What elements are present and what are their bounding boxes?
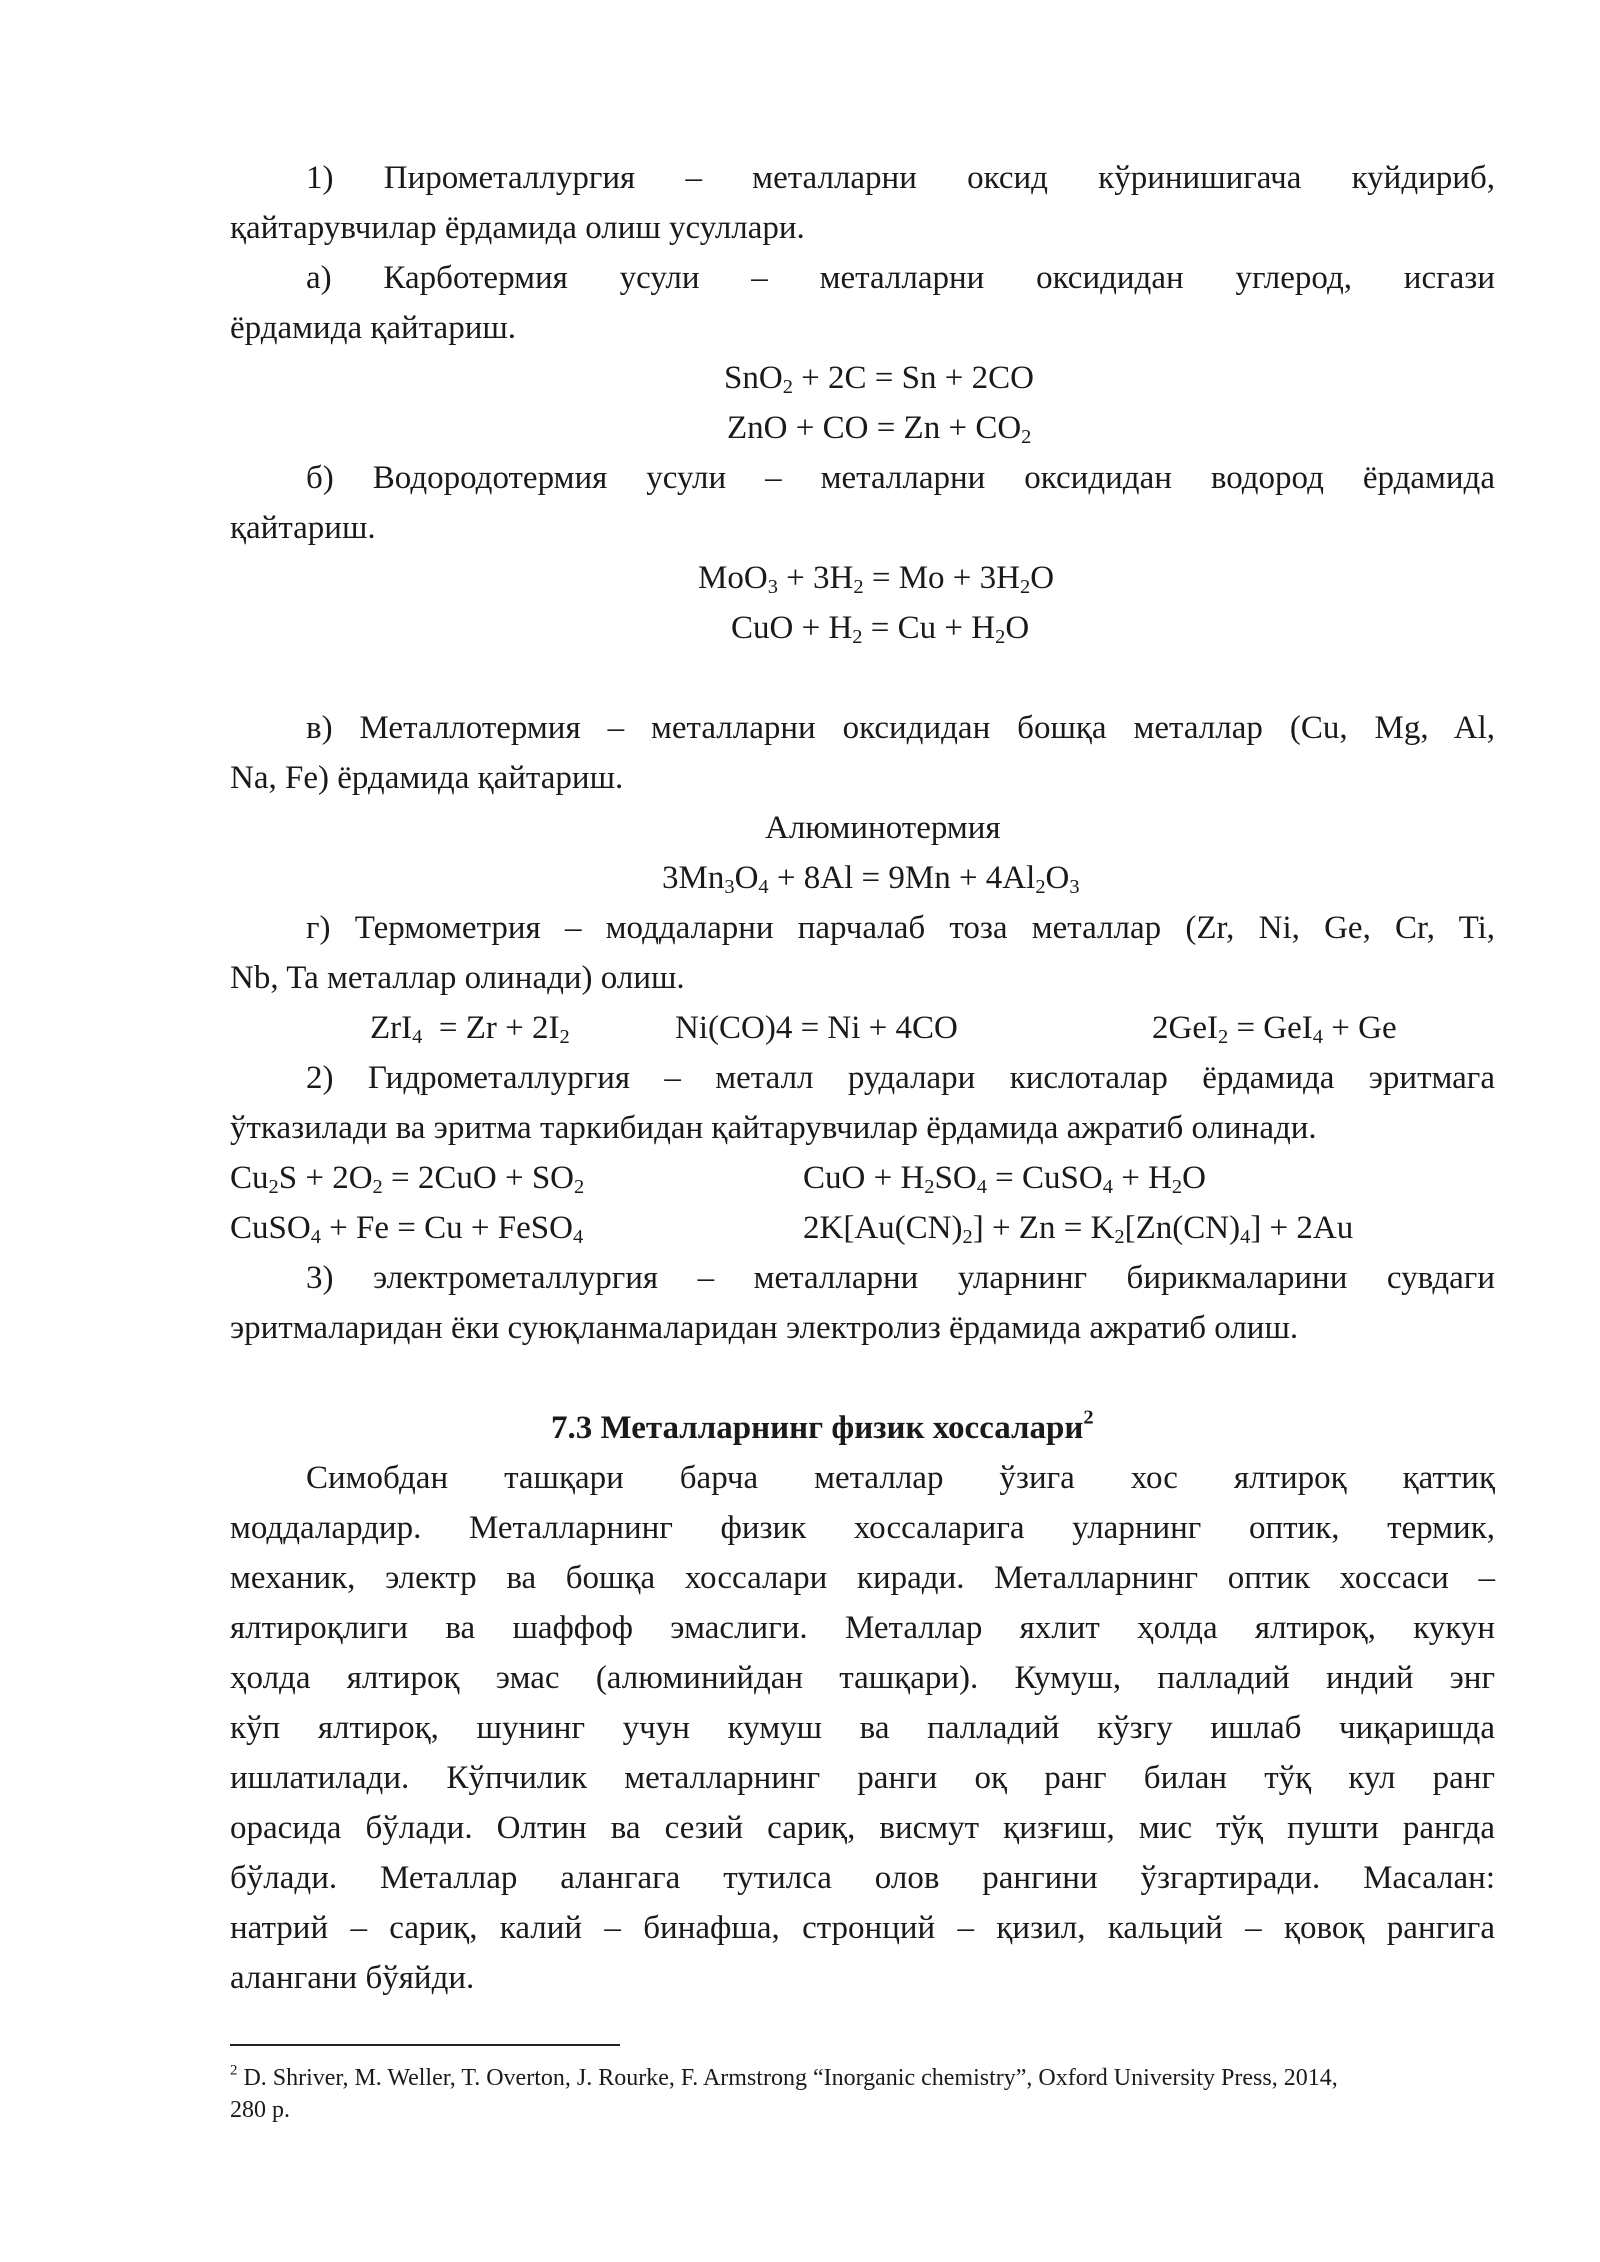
equation-aucn-zn: $2K[Au(CN)_2] + Zn = K_2[Zn(CN)_4] + 2Au$ bbox=[803, 1210, 1354, 1249]
text-line: орасида бўлади. Олтин ва сезий сариқ, висмут қизғиш, мис тўқ пушти рангда bbox=[230, 1810, 1495, 1846]
footnote-text-cont: 280 p. bbox=[230, 2097, 290, 2123]
text-line: 2) Гидрометаллургия – металл рудалари кислоталар ёрдамида эритмага bbox=[306, 1060, 1495, 1096]
text-line: эритмаларидан ёки суюқланмаларидан электролиз ёрдамида ажратиб олиш. bbox=[230, 1310, 1299, 1346]
equation-mn3o4-al: $3Mn_3O_4 + 8Al = 9Mn + 4Al_2O_3$ bbox=[662, 860, 1080, 899]
equation-zri4: $ZrI_4 = Zr + 2I_2$ bbox=[370, 1010, 570, 1049]
text-line: Симобдан ташқари барча металлар ўзига хос ялтироқ қаттиқ bbox=[306, 1460, 1495, 1496]
text-line: натрий – сариқ, калий – бинафша, стронций – қизил, кальций – қовоқ рангига bbox=[230, 1910, 1495, 1946]
text-line: қайтарувчилар ёрдамида олиш усуллари. bbox=[230, 210, 805, 246]
text-line: 1) Пирометаллургия – металларни оксид кўринишигача куйдириб, bbox=[306, 160, 1495, 196]
equation-moo3-h2: $MoO_3 + 3H_2 = Mo + 3H_2O$ bbox=[698, 560, 1055, 599]
footnote-reference[interactable]: 2 bbox=[1083, 1406, 1094, 1429]
equation-cuo-h2: CuO + $H_2 = Cu + H_2O$ bbox=[731, 610, 1030, 649]
text-line: а) Карботермия усули – металларни оксидидан углерод, исгази bbox=[306, 260, 1495, 296]
footnote-mark: 2 bbox=[230, 2062, 238, 2079]
equation-cu2s-o2: $Cu_2S + 2O_2 = 2CuO + SO_2$ bbox=[230, 1160, 585, 1199]
text-line: 3) электрометаллургия – металларни уларнинг бирикмаларини сувдаги bbox=[306, 1260, 1495, 1296]
text-line: в) Металлотермия – металларни оксидидан бошқа металлар (Cu, Mg, Al, bbox=[306, 710, 1495, 746]
equation-nico4: Ni(CO)4 = Ni + 4CO bbox=[675, 1010, 958, 1046]
text-line: моддалардир. Металларнинг физик хоссаларига уларнинг оптик, термик, bbox=[230, 1510, 1495, 1546]
text-line: бўлади. Металлар алангага тутилса олов рангини ўзгартиради. Масалан: bbox=[230, 1860, 1495, 1896]
text-line: ўтказилади ва эритма таркибидан қайтарувчилар ёрдамида ажратиб олинади. bbox=[230, 1110, 1317, 1146]
text-line: б) Водородотермия усули – металларни оксидидан водород ёрдамида bbox=[306, 460, 1495, 496]
text-line: ҳолда ялтироқ эмас (алюминийдан ташқари). Кумуш, палладий индий энг bbox=[230, 1660, 1495, 1696]
text-line: г) Термометрия – моддаларни парчалаб тоза металлар (Zr, Ni, Ge, Cr, Ti, bbox=[306, 910, 1495, 946]
text-line: механик, электр ва бошқа хоссалари киради. Металларнинг оптик хоссаси – bbox=[230, 1560, 1495, 1596]
text-line: ёрдамида қайтариш. bbox=[230, 310, 517, 346]
section-title: 7.3 Металларнинг физик хоссалари bbox=[551, 1410, 1084, 1446]
text-line: Na, Fe) ёрдамида қайтариш. bbox=[230, 760, 624, 796]
text-line: алангани бўяйди. bbox=[230, 1960, 475, 1996]
aluminothermy-label: Алюминотермия bbox=[765, 810, 1001, 846]
equation-cuso4-fe: CuSO$_4$ + Fe = Cu + FeSO$_4$ bbox=[230, 1210, 584, 1249]
text-line: ялтироқлиги ва шаффоф эмаслиги. Металлар яхлит ҳолда ялтироқ, кукун bbox=[230, 1610, 1495, 1646]
text-line: кўп ялтироқ, шунинг учун кумуш ва палладий кўзгу ишлаб чиқаришда bbox=[230, 1710, 1495, 1746]
footnote-text: D. Shriver, M. Weller, T. Overton, J. Rourke, F. Armstrong “Inorganic chemistry”, Oxford University Press, 2014, bbox=[243, 2065, 1338, 2091]
text-line: Nb, Ta металлар олинади) олиш. bbox=[230, 960, 685, 996]
section-heading bbox=[551, 1403, 1094, 1453]
equation-gei2: 2GeI$_2$ = GeI$_4$ + Ge bbox=[1152, 1010, 1397, 1049]
equation-zno-co: ZnO + CO = $Zn + CO_2$ bbox=[727, 410, 1032, 449]
equation-sno2-carbon: SnO$_2$ + 2C = Sn + 2CO bbox=[724, 360, 1034, 399]
footnote-separator bbox=[230, 2044, 620, 2046]
footnote bbox=[230, 2062, 1495, 2126]
text-line: ишлатилади. Кўпчилик металларнинг ранги оқ ранг билан тўқ кул ранг bbox=[230, 1760, 1495, 1796]
equation-cuo-h2so4: CuO + $H_2SO_4$ = CuSO$_4$ + $H_2O$ bbox=[803, 1160, 1206, 1199]
text-line: қайтариш. bbox=[230, 510, 376, 546]
